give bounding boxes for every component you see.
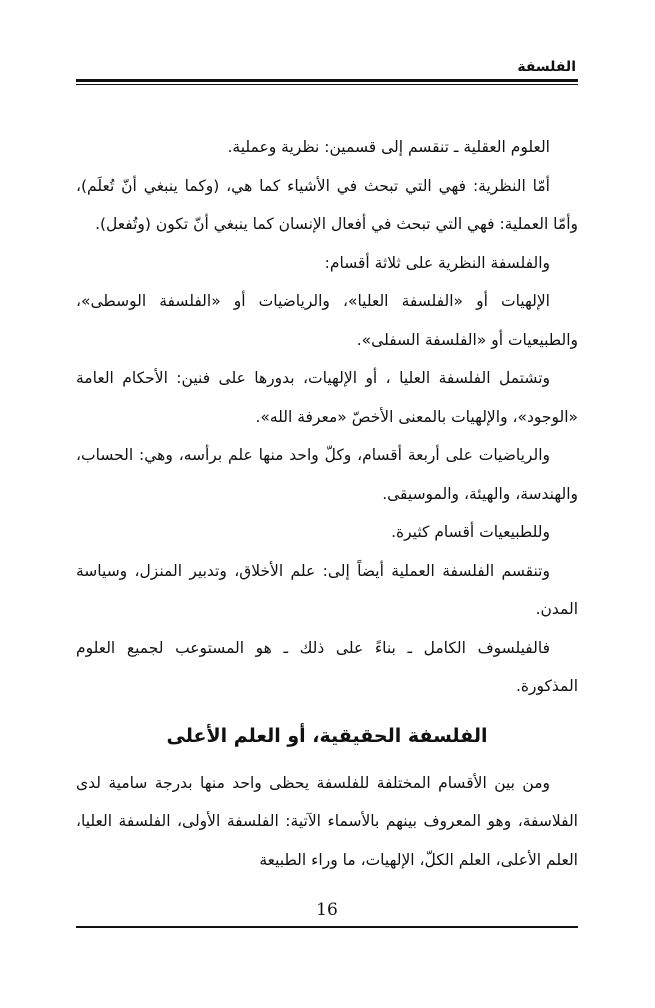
paragraph: العلوم العقلية ـ تنقسم إلى قسمين: نظرية وعملية.	[227, 138, 550, 156]
section-heading: الفلسفة الحقيقية، أو العلم الأعلى	[166, 724, 488, 747]
paragraph: والفلسفة النظرية على ثلاثة أقسام:	[324, 253, 550, 272]
running-head: الفلسفة	[517, 59, 576, 75]
footer-rule	[76, 926, 578, 928]
paragraph: وتشتمل الفلسفة العليا ، أو الإلهيات، بدورها على فنين: الأحكام العامة «الوجود»، والإلهيات بالمعنى الأخصّ «معرفة الله».	[76, 369, 578, 426]
page-footer	[76, 898, 578, 928]
paragraph: وتنقسم الفلسفة العملية أيضاً إلى: علم الأخلاق، وتدبير المنزل، وسياسة المدن.	[76, 561, 578, 618]
header-rule-thick	[76, 79, 578, 82]
paragraph: أمّا النظرية: فهي التي تبحث في الأشياء كما هي، (وكما ينبغي أنّ تُعلَم)، وأمّا العملية: فهي التي تبحث في أفعال الإنسان كما ينبغي أنّ تكون (وتُفعل).	[76, 176, 578, 233]
paragraph: الإلهيات أو «الفلسفة العليا»، والرياضيات أو «الفلسفة الوسطى»، والطبيعيات أو «الفلسفة السفلى».	[76, 292, 578, 349]
body-text	[76, 128, 578, 879]
paragraph: والرياضيات على أربعة أقسام، وكلّ واحد منها علم برأسه، وهي: الحساب، والهندسة، والهيئة، والموسيقى.	[76, 446, 578, 503]
page-number: 16	[316, 900, 338, 920]
header-rule-thin	[76, 84, 578, 85]
paragraph: وللطبيعيات أقسام كثيرة.	[391, 523, 550, 541]
paragraph: فالفيلسوف الكامل ـ بناءً على ذلك ـ هو المستوعب لجميع العلوم المذكورة.	[76, 638, 578, 695]
page-header	[76, 58, 578, 85]
paragraph: ومن بين الأقسام المختلفة للفلسفة يحظى واحد منها بدرجة سامية لدى الفلاسفة، وهو المعروف بينهم بالأسماء الآتية: الفلسفة الأولى، الفلسفة العليا، العلم الأعلى، العلم الكلّ، الإلهيات، ما وراء الطبيعة	[76, 773, 578, 869]
